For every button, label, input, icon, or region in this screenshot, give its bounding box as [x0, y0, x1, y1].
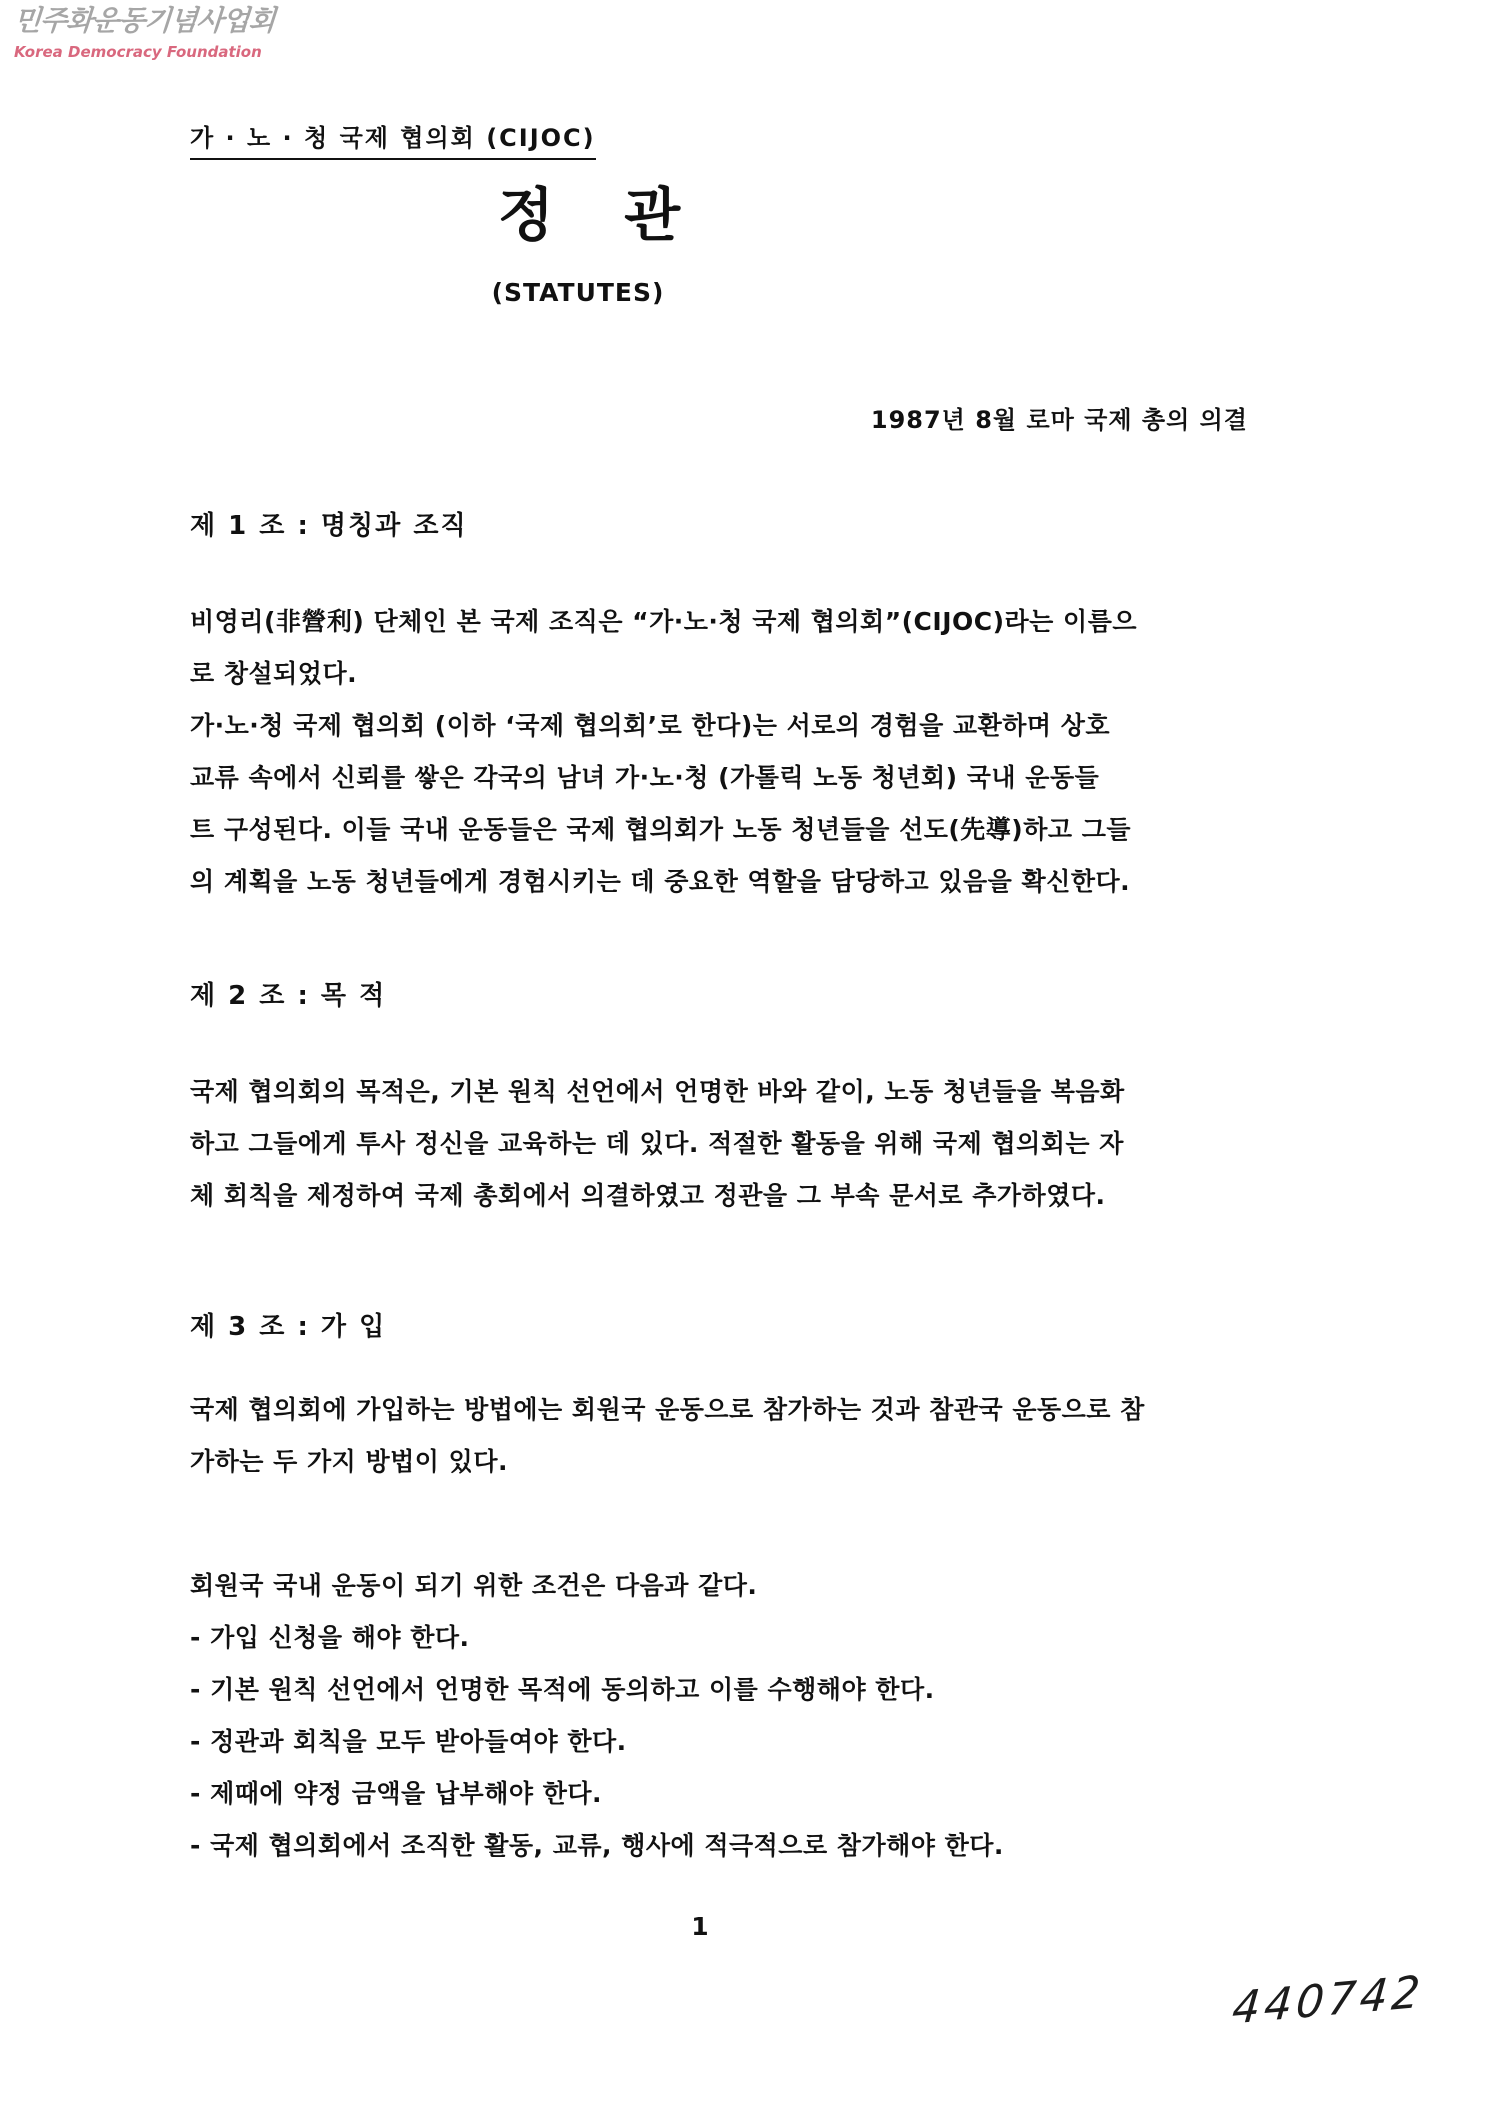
kdf-logo-korean-text: 민주화운동기념사업회 [12, 4, 276, 37]
article-2-line: 체 회칙을 제정하여 국제 총회에서 의결하였고 정관을 그 부속 문서로 추가하였다. [190, 1181, 1106, 1210]
resolution-line: 1987년 8월 로마 국제 총의 의결 [870, 406, 1248, 434]
article-1-line: 가·노·청 국제 협의회 (이하 ‘국제 협의회’로 한다)는 서로의 경험을 교환하며 상호 [190, 711, 1111, 740]
handwritten-archive-number: 440742 [1230, 1966, 1426, 2035]
condition-item: - 기본 원칙 선언에서 언명한 목적에 동의하고 이를 수행해야 한다. [190, 1675, 935, 1704]
article-1-line: 로 창설되었다. [190, 659, 358, 688]
article-1-body [190, 596, 1270, 908]
document-subtitle: (STATUTES) [491, 278, 665, 307]
conditions-intro: 회원국 국내 운동이 되기 위한 조건은 다음과 같다. [190, 1571, 758, 1600]
conditions-list [190, 1612, 1270, 1872]
kdf-logo [14, 6, 274, 61]
article-2-line: 국제 협의회의 목적은, 기본 원칙 선언에서 언명한 바와 같이, 노동 청년들을 복음화 [190, 1077, 1125, 1106]
page-number: 1 [691, 1912, 709, 1941]
condition-item: - 제때에 약정 금액을 납부해야 한다. [190, 1779, 602, 1808]
article-2-heading: 제 2 조 : 목 적 [190, 981, 387, 1011]
document-title: 정 관 [497, 181, 683, 249]
article-2-body [190, 1066, 1270, 1222]
article-1-line: 의 계획을 노동 청년들에게 경험시키는 데 중요한 역할을 담당하고 있음을 확신한다. [190, 867, 1131, 896]
article-1-line: 트 구성된다. 이들 국내 운동들은 국제 협의회가 노동 청년들을 선도(先導)하고 그들 [190, 815, 1132, 844]
article-1-line: 교류 속에서 신뢰를 쌓은 각국의 남녀 가·노·청 (가톨릭 노동 청년회) 국내 운동들 [190, 763, 1100, 792]
article-3-line: 국제 협의회에 가입하는 방법에는 회원국 운동으로 참가하는 것과 참관국 운동으로 참 [190, 1395, 1145, 1424]
article-1-heading: 제 1 조 : 명칭과 조직 [190, 511, 468, 541]
condition-item: - 정관과 회칙을 모두 받아들여야 한다. [190, 1727, 627, 1756]
organization-line: 가 · 노 · 청 국제 협의회 (CIJOC) [190, 118, 596, 160]
condition-item: - 국제 협의회에서 조직한 활동, 교류, 행사에 적극적으로 참가해야 한다. [190, 1831, 1004, 1860]
article-3-line: 가하는 두 가지 방법이 있다. [190, 1447, 508, 1476]
condition-item: - 가입 신청을 해야 한다. [190, 1623, 470, 1652]
kdf-logo-english-text: Korea Democracy Foundation [14, 42, 262, 61]
article-3-body [190, 1384, 1270, 1488]
article-3-heading: 제 3 조 : 가 입 [190, 1312, 387, 1342]
article-1-line: 비영리(非營利) 단체인 본 국제 조직은 “가·노·청 국제 협의회”(CIJOC)라는 이름으 [190, 607, 1137, 636]
article-2-line: 하고 그들에게 투사 정신을 교육하는 데 있다. 적절한 활동을 위해 국제 협의회는 자 [190, 1129, 1124, 1158]
